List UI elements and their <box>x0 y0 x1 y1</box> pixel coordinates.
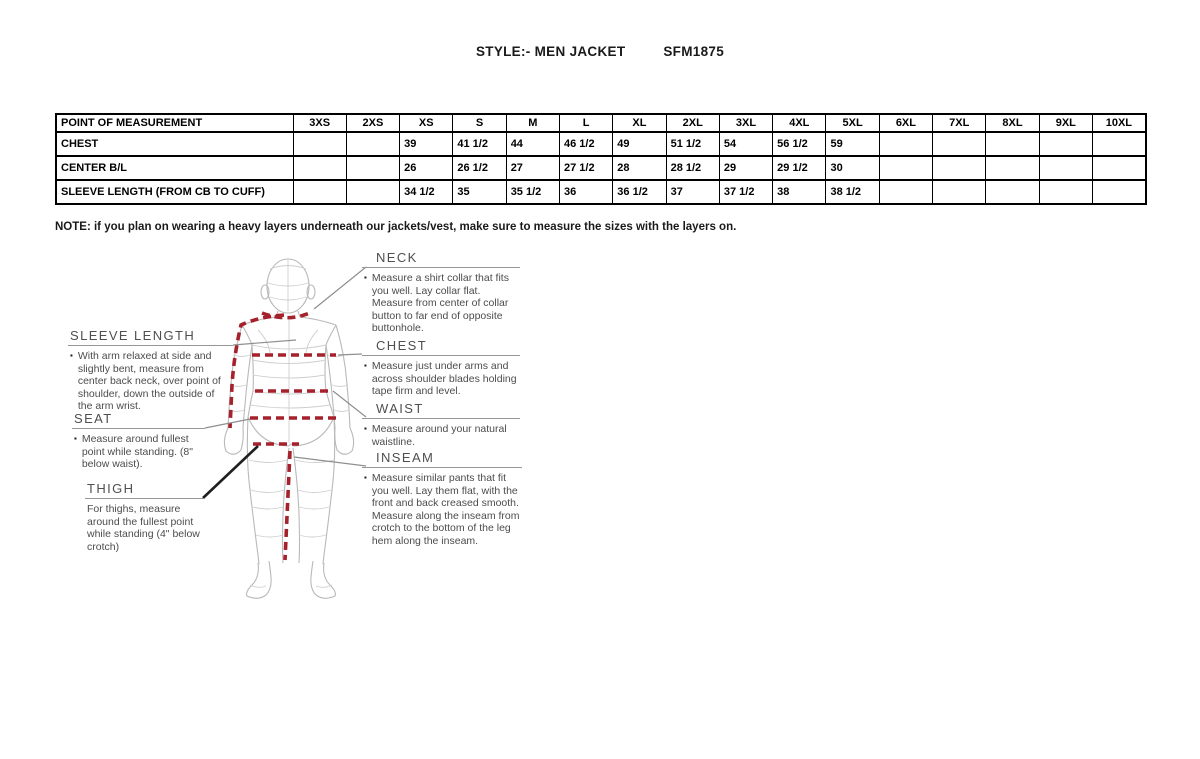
size-value-cell: 41 1/2 <box>453 132 506 156</box>
bullet-icon: ▪ <box>364 473 367 482</box>
size-value-cell <box>986 156 1039 180</box>
size-value-cell: 39 <box>400 132 453 156</box>
table-row <box>56 156 1146 180</box>
column-header-size: M <box>506 114 559 132</box>
size-value-cell <box>879 132 932 156</box>
column-header-size: 4XL <box>773 114 826 132</box>
section-chest <box>362 338 520 398</box>
section-sleeve-length-heading: SLEEVE LENGTH <box>68 328 233 346</box>
column-header-size: 8XL <box>986 114 1039 132</box>
chest-callout-line <box>338 354 362 355</box>
column-header-size: 2XL <box>666 114 719 132</box>
column-header-size: S <box>453 114 506 132</box>
size-value-cell <box>1092 132 1145 156</box>
size-value-cell: 30 <box>826 156 879 180</box>
column-header-size: 9XL <box>1039 114 1092 132</box>
size-value-cell <box>1039 156 1092 180</box>
note-text: NOTE: if you plan on wearing a heavy layers underneath our jackets/vest, make sure to measure the sizes with the layers on. <box>55 221 737 233</box>
bullet-icon: ▪ <box>364 273 367 282</box>
size-value-cell <box>346 156 399 180</box>
column-header-size: XL <box>613 114 666 132</box>
size-value-cell: 34 1/2 <box>400 180 453 204</box>
size-value-cell <box>879 156 932 180</box>
size-value-cell <box>986 132 1039 156</box>
section-chest-text: Measure just under arms and across shoulder blades holding tape firm and level. <box>371 360 517 397</box>
section-sleeve-length <box>68 328 233 413</box>
section-chest-heading: CHEST <box>362 338 520 356</box>
size-value-cell: 36 <box>559 180 612 204</box>
size-value-cell: 37 1/2 <box>719 180 772 204</box>
size-value-cell <box>933 156 986 180</box>
column-header-size: 3XS <box>293 114 346 132</box>
size-value-cell: 59 <box>826 132 879 156</box>
column-header-size: XS <box>400 114 453 132</box>
section-sleeve-length-text: With arm relaxed at side and slightly bent, measure from center back neck, over point of shoulder, down the outside of the arm wrist. <box>77 350 221 412</box>
column-header-size: 3XL <box>719 114 772 132</box>
size-value-cell <box>1039 132 1092 156</box>
section-inseam <box>362 450 522 547</box>
size-value-cell <box>986 180 1039 204</box>
column-header-size: 7XL <box>933 114 986 132</box>
size-value-cell: 38 1/2 <box>826 180 879 204</box>
size-value-cell: 46 1/2 <box>559 132 612 156</box>
section-neck-heading: NECK <box>362 250 520 268</box>
section-waist <box>362 401 520 448</box>
column-header-size: 10XL <box>1092 114 1145 132</box>
size-value-cell: 54 <box>719 132 772 156</box>
row-label: SLEEVE LENGTH (FROM CB TO CUFF) <box>56 180 293 204</box>
section-seat <box>72 411 205 471</box>
bullet-icon: ▪ <box>74 434 77 443</box>
section-inseam-heading: INSEAM <box>362 450 522 468</box>
sleeve-callout-line <box>233 340 296 345</box>
section-thigh-text: For thighs, measure around the fullest point while standing (4" below crotch) <box>87 503 200 553</box>
section-inseam-text: Measure similar pants that fit you well. Lay them flat, with the front and back creased smooth. Measure along the inseam from crotch to the bottom of the leg hem along the inseam. <box>371 472 520 547</box>
column-header-size: 6XL <box>879 114 932 132</box>
row-label: CENTER B/L <box>56 156 293 180</box>
size-value-cell <box>293 180 346 204</box>
column-header-size: 2XS <box>346 114 399 132</box>
size-value-cell <box>346 132 399 156</box>
size-value-cell: 29 1/2 <box>773 156 826 180</box>
column-header-point-of-measurement: POINT OF MEASUREMENT <box>56 114 293 132</box>
measurement-diagram <box>0 245 580 635</box>
size-value-cell: 35 1/2 <box>506 180 559 204</box>
section-neck-text: Measure a shirt collar that fits you well. Lay collar flat. Measure from center of collar button to far end of opposite buttonhole. <box>371 272 509 334</box>
size-value-cell: 49 <box>613 132 666 156</box>
size-value-cell: 51 1/2 <box>666 132 719 156</box>
size-value-cell: 26 <box>400 156 453 180</box>
inseam-measure-line <box>285 451 290 560</box>
size-value-cell: 28 <box>613 156 666 180</box>
size-value-cell: 35 <box>453 180 506 204</box>
size-value-cell: 27 <box>506 156 559 180</box>
size-value-cell: 26 1/2 <box>453 156 506 180</box>
bullet-icon: ▪ <box>364 361 367 370</box>
size-value-cell: 29 <box>719 156 772 180</box>
size-value-cell <box>933 132 986 156</box>
style-code: SFM1875 <box>663 44 725 59</box>
section-waist-text: Measure around your natural waistline. <box>371 423 507 448</box>
size-value-cell: 38 <box>773 180 826 204</box>
size-value-cell <box>1039 180 1092 204</box>
style-label: STYLE:- MEN JACKET <box>475 44 626 59</box>
size-table <box>55 113 1147 205</box>
neck-callout-line <box>314 267 366 309</box>
size-value-cell <box>293 132 346 156</box>
size-value-cell: 36 1/2 <box>613 180 666 204</box>
size-value-cell <box>346 180 399 204</box>
section-waist-heading: WAIST <box>362 401 520 419</box>
section-thigh <box>85 481 203 553</box>
size-value-cell <box>933 180 986 204</box>
table-row <box>56 132 1146 156</box>
size-value-cell: 56 1/2 <box>773 132 826 156</box>
size-value-cell: 27 1/2 <box>559 156 612 180</box>
size-value-cell <box>1092 180 1145 204</box>
section-seat-text: Measure around fullest point while standing. (8" below waist). <box>81 433 193 470</box>
size-value-cell <box>293 156 346 180</box>
bullet-icon: ▪ <box>70 351 73 360</box>
table-row <box>56 180 1146 204</box>
column-header-size: L <box>559 114 612 132</box>
size-value-cell: 28 1/2 <box>666 156 719 180</box>
size-value-cell: 44 <box>506 132 559 156</box>
column-header-size: 5XL <box>826 114 879 132</box>
section-thigh-heading: THIGH <box>85 481 203 499</box>
section-seat-heading: SEAT <box>72 411 205 429</box>
section-neck <box>362 250 520 335</box>
size-value-cell: 37 <box>666 180 719 204</box>
page-title <box>0 44 1200 59</box>
bullet-icon: ▪ <box>364 424 367 433</box>
size-value-cell <box>1092 156 1145 180</box>
size-value-cell <box>879 180 932 204</box>
row-label: CHEST <box>56 132 293 156</box>
